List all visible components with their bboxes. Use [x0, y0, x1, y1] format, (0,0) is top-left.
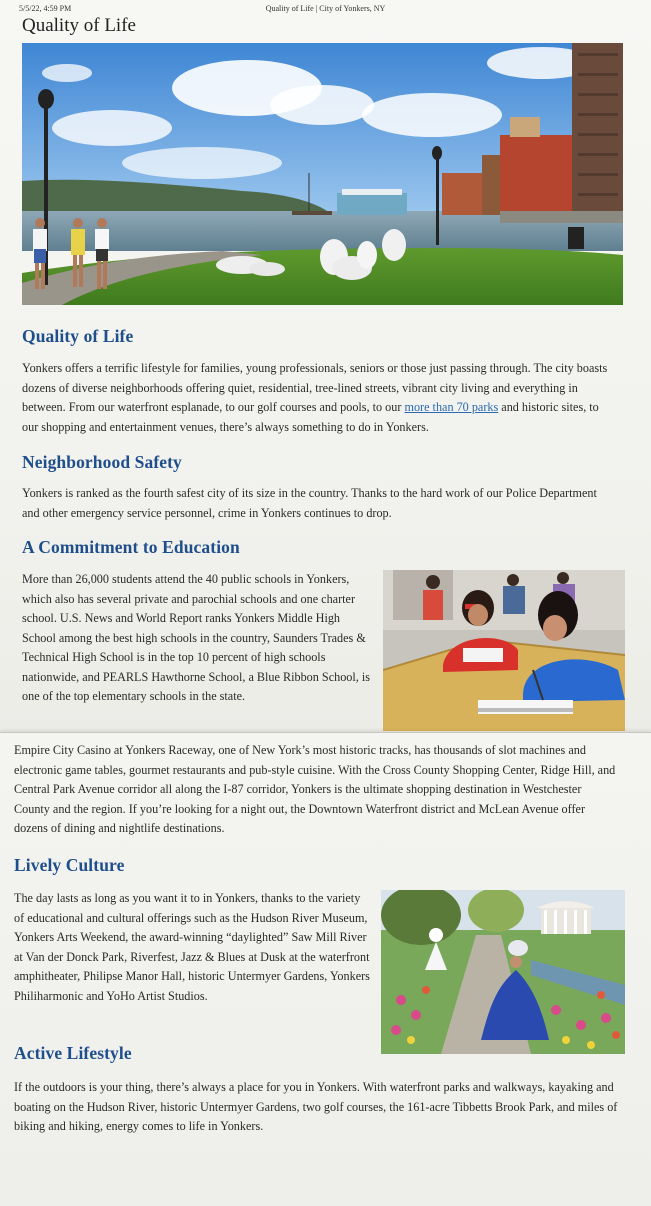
quality-text-part-2: and historic sites, to our shopping and entertainment venues, there’s always something to do in Yonkers.	[22, 400, 599, 434]
active-lifestyle-paragraph: If the outdoors is your thing, there’s always a place for you in Yonkers. With waterfront parks and walkways, kayaking and boating on the Hudson River, historic Untermyer Gardens, two golf courses, the 161-acre Tibbetts Brook Park, and miles of biking and hiking, energy comes to life in Yonkers.	[14, 1080, 618, 1133]
lively-culture-paragraph: The day lasts as long as you want it to in Yonkers, thanks to the variety of educational and cultural offerings such as the Hudson River Museum, Yonkers Arts Weekend, the award-winning “daylighted” Saw Mill River at Van der Donck Park, Riverfest, Jazz & Blues at Dusk at the waterfront amphitheater, Philipse Manor Hall, historic Untermyer Gardens, Yonkers Philiharmonic and YoHo Artist Studios.	[14, 891, 370, 1003]
neighborhood-safety-paragraph: Yonkers is ranked as the fourth safest city of its size in the country. Thanks to the hard work of our Police Department and other emergency service personnel, crime in Yonkers continues to drop.	[22, 486, 597, 520]
quality-of-life-paragraph	[22, 359, 617, 437]
quality-text-part-1: Yonkers offers a terrific lifestyle for families, young professionals, seniors or those just passing through. The city boasts dozens of diverse neighborhoods offering quiet, residential, tree-lined streets, vibrant city living and everything in between. From our waterfront esplanade, to our golf courses and pools, to our	[22, 361, 608, 414]
section-heading-lively-culture: Lively Culture	[14, 855, 125, 875]
untermyer-gardens-photo	[381, 890, 625, 1054]
waterfront-hero-photo	[22, 43, 623, 306]
section-heading-quality-of-life: Quality of Life	[22, 326, 134, 346]
section-heading-education: A Commitment to Education	[22, 537, 240, 557]
print-date: 5/5/22, 4:59 PM	[19, 4, 72, 13]
parks-link[interactable]: more than 70 parks	[404, 400, 499, 414]
page-title: Quality of Life	[22, 15, 136, 36]
students-classroom-photo	[383, 570, 625, 731]
section-heading-active-lifestyle: Active Lifestyle	[14, 1043, 132, 1063]
section-heading-neighborhood-safety: Neighborhood Safety	[22, 452, 182, 472]
print-page-title: Quality of Life | City of Yonkers, NY	[265, 4, 386, 13]
education-paragraph: More than 26,000 students attend the 40 public schools in Yonkers, which also has several private and parochial schools and one charter school. U.S. News and World Report ranks Yonkers Middle High School among the best high schools in the country, Saunders Trades & Technical High School is in the top 10 percent of high schools nationwide, and PEARLS Hawthorne School, a Blue Ribbon School, is one of the top elementary schools in the state.	[22, 572, 370, 703]
printed-page-bottom	[0, 732, 651, 1206]
shopping-entertainment-paragraph: Empire City Casino at Yonkers Raceway, one of New York’s most historic tracks, has thousands of slot machines and electronic game tables, gourmet restaurants and pub-style cuisine. With the Cross County Shopping Center, Ridge Hill, and Central Park Avenue corridor all along the I-87 corridor, Yonkers is the ultimate shopping destination in Westchester County and the region. If you’re looking for a night out, the Downtown Waterfront district and McLean Avenue offer dozens of dining and nightlife destinations.	[14, 743, 616, 835]
